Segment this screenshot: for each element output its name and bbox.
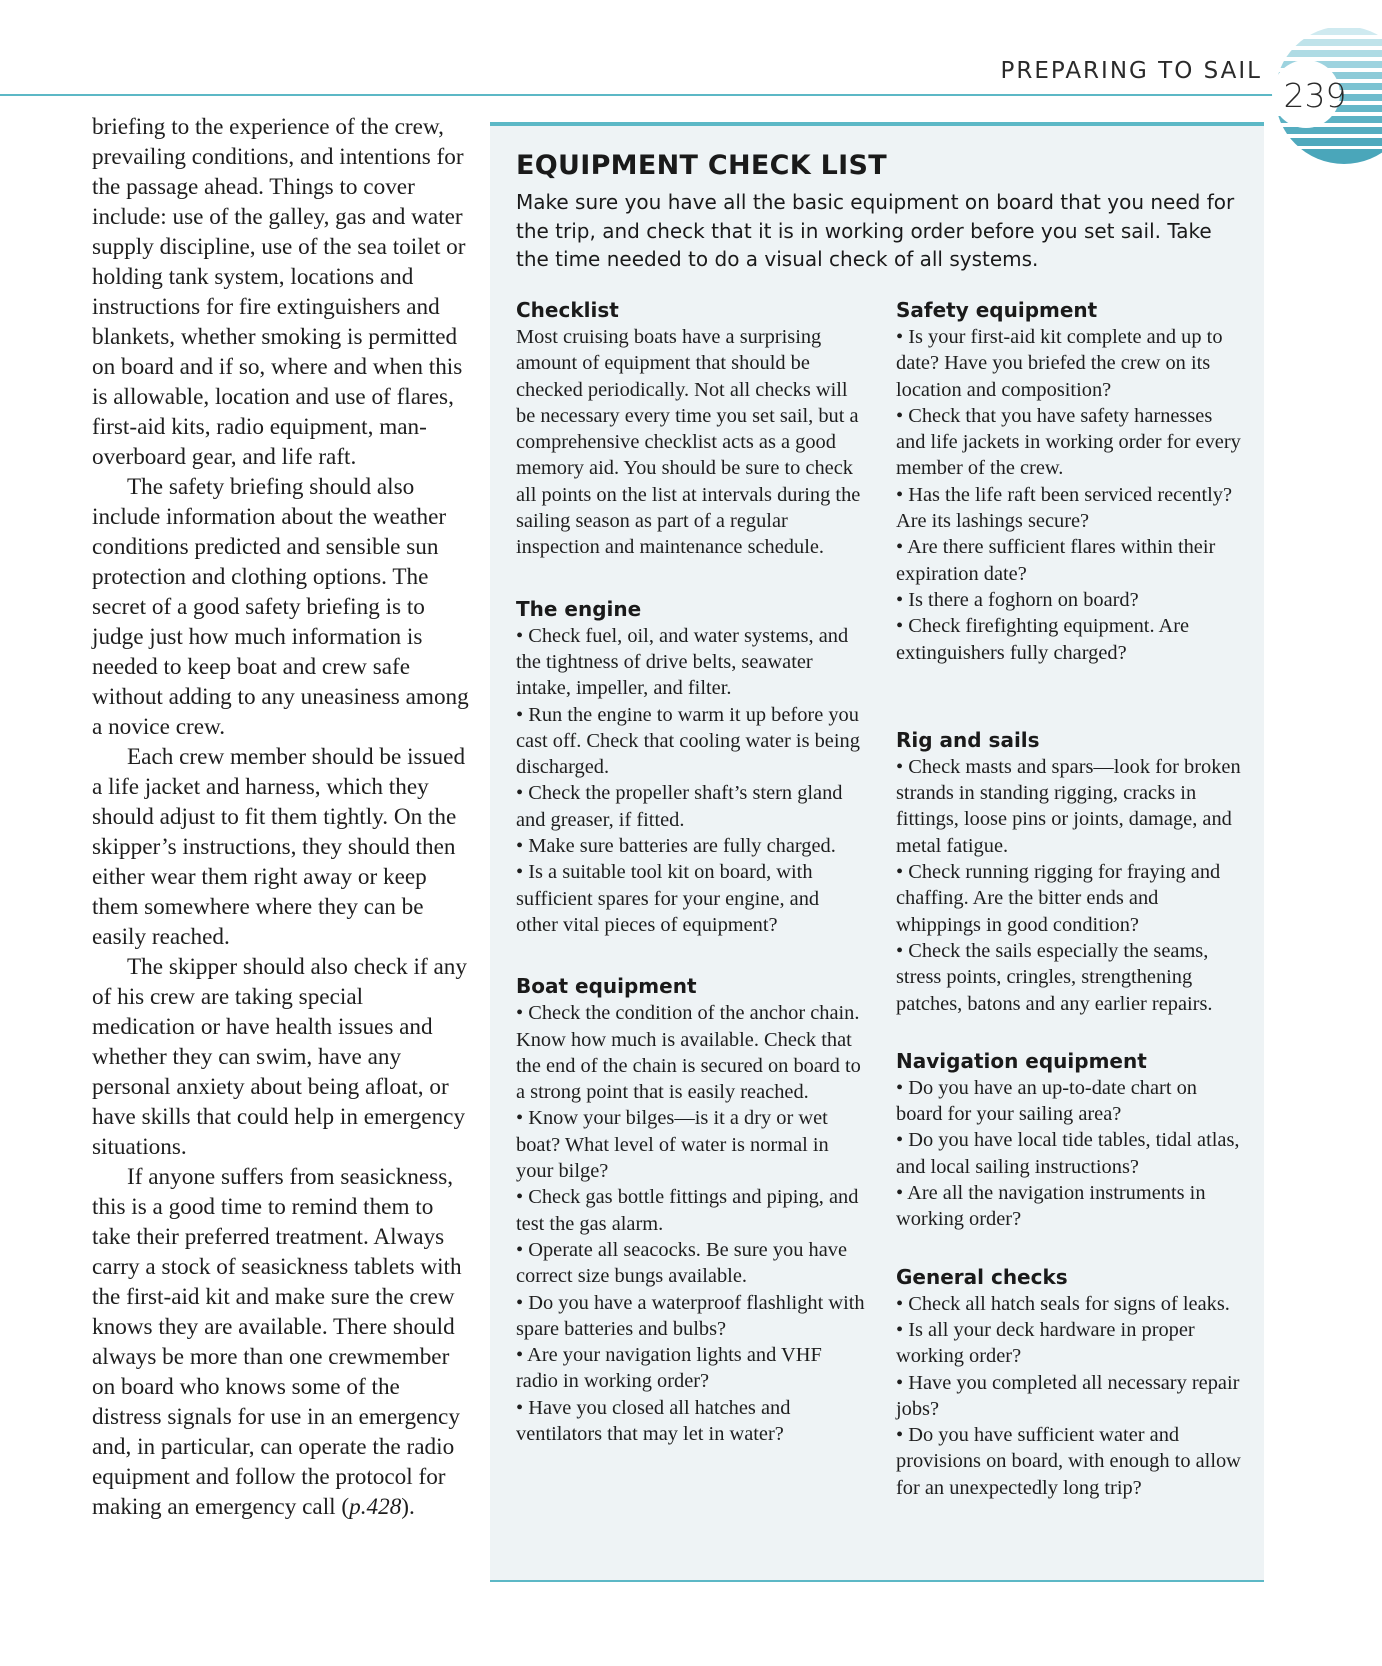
list-item: • Check gas bottle fittings and piping, and test the gas alarm. — [516, 1186, 859, 1235]
list-item: • Are all the navigation instruments in working order? — [896, 1182, 1206, 1231]
list-item: • Is all your deck hardware in proper working order? — [896, 1318, 1195, 1368]
body-text-column — [92, 112, 470, 1522]
paragraph: Each crew member should be issued a life jacket and harness, which they should adjust to fit them tightly. On the skipper’s instructions, they should then either wear them right away or keep them somewhere where they can be easily reached. — [92, 744, 466, 950]
list-item: • Is a suitable tool kit on board, with sufficient spares for your engine, and other vital pieces of equipment? — [516, 861, 820, 936]
list-item: • Check that you have safety harnesses and life jackets in working order for every member of the crew. — [896, 404, 1241, 480]
list-item: • Operate all seacocks. Be sure you have correct size bungs available. — [516, 1238, 847, 1288]
paragraph: briefing to the experience of the crew, prevailing conditions, and intentions for the passage ahead. Things to cover include: use of the galley, gas and water supply discipline, use of the sea toilet or holding tank system, locations and instructions for fire extinguishers and blankets, whether smoking is permitted on board and if so, where and when this is allowable, location and use of flares, first-aid kits, radio equipment, man-overboard gear, and life raft. — [92, 114, 466, 470]
list-item: • Check the sails especially the seams, stress points, cringles, strengthening patches, batons and any earlier repairs. — [896, 939, 1213, 1015]
running-head: PREPARING TO SAIL — [1000, 58, 1262, 84]
list-item: • Is there a foghorn on board? — [896, 588, 1139, 611]
paragraph: The safety briefing should also include information about the weather conditions predicted and sensible sun protection and clothing options. The secret of a good safety briefing is to judge just how much information is needed to keep boat and crew safe without adding to any uneasiness among a novice crew. — [92, 474, 469, 740]
section-rig-and-sails — [896, 726, 1246, 1017]
list-item: • Is your first-aid kit complete and up to date? Have you briefed the crew on its location and composition? — [896, 326, 1223, 401]
equipment-checklist-box — [490, 122, 1264, 1582]
section-heading: Safety equipment — [896, 298, 1098, 322]
section-checklist — [516, 296, 866, 561]
list-item: • Do you have local tide tables, tidal atlas, and local sailing instructions? — [896, 1129, 1240, 1178]
list-item: • Check masts and spars—look for broken strands in standing rigging, cracks in fittings, loose pins or joints, damage, and metal fatigue. — [896, 755, 1241, 857]
list-item: • Check running rigging for fraying and chaffing. Are the bitter ends and whippings in good condition? — [896, 861, 1221, 936]
section-heading: The engine — [516, 596, 642, 621]
box-title: EQUIPMENT CHECK LIST — [516, 150, 887, 181]
list-item: • Do you have an up-to-date chart on board for your sailing area? — [896, 1076, 1198, 1126]
paragraph — [92, 1162, 470, 1522]
list-item: • Check all hatch seals for signs of leaks. — [896, 1292, 1230, 1315]
section-safety-equipment — [896, 296, 1246, 666]
page-number: 239 — [1283, 76, 1347, 115]
section-general-checks — [896, 1263, 1246, 1501]
page-reference: p.428 — [349, 1494, 402, 1520]
header-rule — [0, 94, 1282, 96]
list-item: • Have you completed all necessary repair jobs? — [896, 1371, 1240, 1420]
list-item: • Check the propeller shaft’s stern gland and greaser, if fitted. — [516, 782, 843, 831]
list-item: • Check fuel, oil, and water systems, and the tightness of drive belts, seawater intake, impeller, and filter. — [516, 624, 849, 700]
paragraph-end: ). — [401, 1494, 415, 1520]
list-item: • Have you closed all hatches and ventilators that may let in water? — [516, 1396, 791, 1445]
section-heading: Navigation equipment — [896, 1048, 1147, 1073]
paragraph-text: If anyone suffers from seasickness, this is a good time to remind them to take their preferred treatment. Always carry a stock of seasickness tablets with the first-aid kit and make sure the crew knows they are available. There should always be more than one crewmember on board who knows some of the distress signals for use in an emergency and, in particular, can operate the radio equipment and follow the protocol for making an emergency call ( — [92, 1164, 462, 1520]
box-intro: Make sure you have all the basic equipment on board that you need for the trip, and check that it is in working order before you set sail. Take the time needed to do a visual check of all systems. — [516, 190, 1235, 272]
checklist-column-right — [896, 296, 1246, 1501]
section-boat-equipment — [516, 972, 866, 1447]
paragraph: The skipper should also check if any of his crew are taking special medication or have health issues and whether they can swim, have any personal anxiety about being afloat, or have skills that could help in emergency situations. — [92, 954, 467, 1160]
section-heading: General checks — [896, 1264, 1068, 1289]
list-item: • Are your navigation lights and VHF radio in working order? — [516, 1344, 822, 1393]
section-heading: Rig and sails — [896, 727, 1040, 752]
list-item: • Do you have sufficient water and provisions on board, with enough to allow for an unexpectedly long trip? — [896, 1424, 1241, 1499]
section-engine — [516, 595, 866, 939]
list-item: • Do you have a waterproof flashlight with spare batteries and bulbs? — [516, 1291, 865, 1340]
section-heading: Checklist — [516, 298, 619, 322]
list-item: • Know your bilges—is it a dry or wet boat? What level of water is normal in your bilge? — [516, 1107, 829, 1183]
list-item: • Check firefighting equipment. Are extinguishers fully charged? — [896, 615, 1190, 664]
section-text: Most cruising boats have a surprising amount of equipment that should be checked periodically. Not all checks will be necessary every time you set sail, but a comprehensive checklist acts as a good memory aid. You should be sure to check all points on the list at intervals during the sailing season as part of a regular inspection and maintenance schedule. — [516, 326, 861, 559]
list-item: • Check the condition of the anchor chain. Know how much is available. Check that the end of the chain is secured on board to a strong point that is easily reached. — [516, 1002, 861, 1104]
section-navigation-equipment — [896, 1047, 1246, 1233]
list-item: • Are there sufficient flares within their expiration date? — [896, 536, 1216, 585]
list-item: • Run the engine to warm it up before you cast off. Check that cooling water is being discharged. — [516, 703, 860, 779]
section-heading: Boat equipment — [516, 974, 697, 999]
list-item: • Has the life raft been serviced recently? Are its lashings secure? — [896, 483, 1233, 533]
checklist-column-left — [516, 296, 866, 1447]
list-item: • Make sure batteries are fully charged. — [516, 835, 836, 858]
